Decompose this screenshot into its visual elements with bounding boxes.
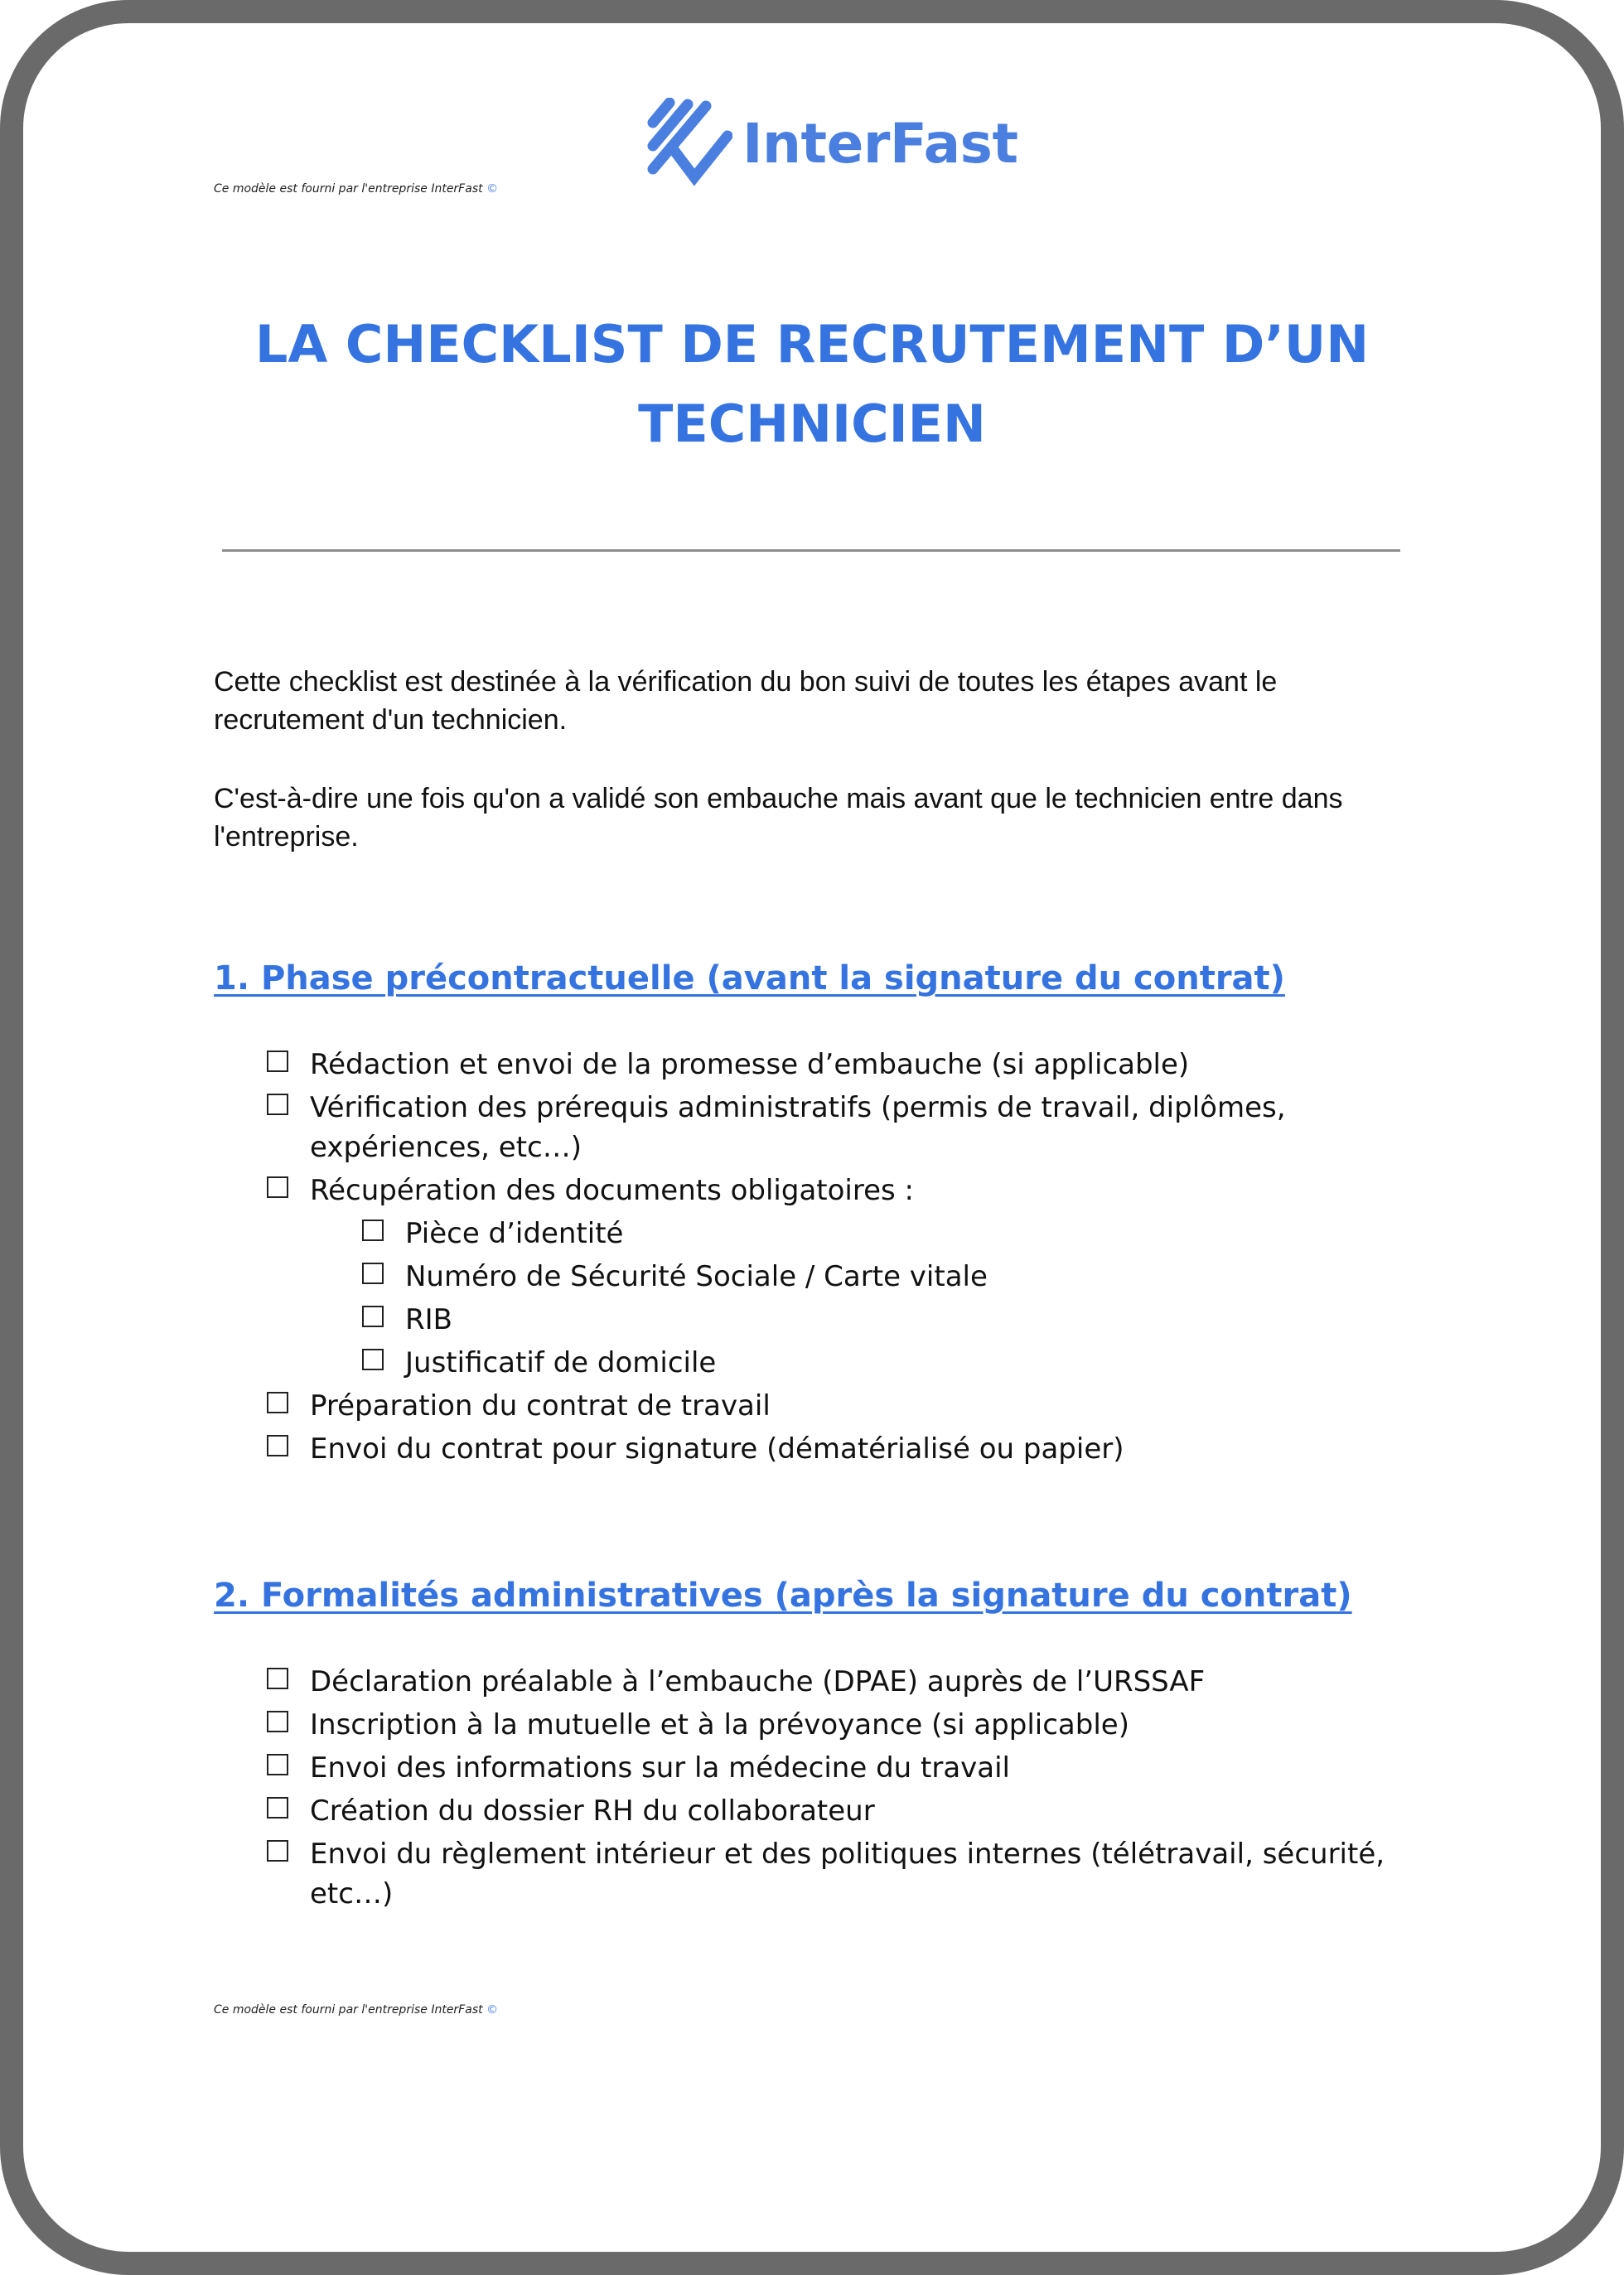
brand-name: InterFast xyxy=(742,112,1018,176)
checklist-subitem[interactable] xyxy=(0,1300,1624,1340)
checklist-item[interactable] xyxy=(0,1429,1624,1469)
checklist-item-label: Envoi des informations sur la médecine du travail xyxy=(310,1751,1011,1785)
checklist-item-label: Pièce d’identité xyxy=(405,1217,624,1250)
checklist-item-label: Envoi du règlement intérieur et des politiques internes (télétravail, sécurité, etc…) xyxy=(310,1838,1385,1910)
checklist-subitem[interactable] xyxy=(0,1343,1624,1383)
checklist-item[interactable] xyxy=(0,1748,1624,1788)
checklist-subitem[interactable] xyxy=(0,1214,1624,1253)
copyright-symbol: © xyxy=(486,2003,499,2017)
checklist-item[interactable] xyxy=(0,1386,1624,1426)
checklist-item-label: RIB xyxy=(405,1303,452,1336)
page-title xyxy=(149,305,1475,464)
title-line-1: LA CHECKLIST DE RECRUTEMENT D’UN xyxy=(254,314,1370,374)
checklist-item-label: Numéro de Sécurité Sociale / Carte vitale xyxy=(405,1260,988,1293)
checkbox[interactable] xyxy=(267,1668,288,1689)
checklist-admin xyxy=(0,1662,1624,1917)
checkbox[interactable] xyxy=(267,1797,288,1819)
checklist-item-label: Création du dossier RH du collaborateur xyxy=(310,1794,875,1828)
checkbox[interactable] xyxy=(362,1263,384,1284)
section-heading-precontract: 1. Phase précontractuelle (avant la signature du contrat) xyxy=(214,959,1285,997)
checkbox[interactable] xyxy=(267,1176,288,1198)
checklist-item[interactable] xyxy=(0,1171,1624,1210)
checkbox[interactable] xyxy=(362,1306,384,1327)
checklist-item[interactable] xyxy=(0,1791,1624,1831)
disclaimer-top xyxy=(214,182,498,196)
title-line-2: TECHNICIEN xyxy=(638,394,986,454)
checklist-item[interactable] xyxy=(0,1045,1624,1084)
disclaimer-text: Ce modèle est fourni par l'entreprise InterFast xyxy=(214,2003,483,2017)
checklist-item-label: Inscription à la mutuelle et à la prévoyance (si applicable) xyxy=(310,1708,1129,1741)
checklist-item-label: Préparation du contrat de travail xyxy=(310,1389,771,1422)
interfast-check-stripes-icon xyxy=(641,98,732,191)
checklist-precontract xyxy=(0,1045,1624,1472)
checkbox[interactable] xyxy=(267,1094,288,1115)
checklist-item-label: Récupération des documents obligatoires : xyxy=(310,1174,914,1207)
disclaimer-text: Ce modèle est fourni par l'entreprise InterFast xyxy=(214,182,483,196)
intro-paragraph-1: Cette checklist est destinée à la vérification du bon suivi de toutes les étapes avant le recrutement d'un technicien. xyxy=(214,666,1278,736)
intro-paragraph-2: C'est-à-dire une fois qu'on a validé son embauche mais avant que le technicien entre dans l'entreprise. xyxy=(214,783,1343,853)
brand-logo xyxy=(641,98,1018,191)
copyright-symbol: © xyxy=(486,182,499,196)
checklist-item[interactable] xyxy=(0,1662,1624,1702)
checklist-item[interactable] xyxy=(0,1088,1624,1167)
checklist-subitem[interactable] xyxy=(0,1257,1624,1297)
checkbox[interactable] xyxy=(267,1051,288,1072)
checkbox[interactable] xyxy=(267,1754,288,1775)
checkbox[interactable] xyxy=(362,1220,384,1241)
checklist-item-label: Déclaration préalable à l’embauche (DPAE) auprès de l’URSSAF xyxy=(310,1665,1206,1698)
checkbox[interactable] xyxy=(267,1840,288,1862)
checkbox[interactable] xyxy=(267,1435,288,1456)
checkbox[interactable] xyxy=(267,1711,288,1732)
divider xyxy=(222,549,1400,552)
disclaimer-bottom xyxy=(214,2003,498,2017)
checklist-item[interactable] xyxy=(0,1705,1624,1745)
checklist-item-label: Justificatif de domicile xyxy=(405,1346,717,1379)
checklist-item[interactable] xyxy=(0,1834,1624,1914)
checkbox[interactable] xyxy=(362,1349,384,1370)
section-heading-admin: 2. Formalités administratives (après la signature du contrat) xyxy=(214,1577,1352,1615)
checklist-item-label: Rédaction et envoi de la promesse d’embauche (si applicable) xyxy=(310,1048,1190,1081)
checklist-item-label: Envoi du contrat pour signature (dématérialisé ou papier) xyxy=(310,1432,1124,1466)
checklist-item-label: Vérification des prérequis administratifs (permis de travail, diplômes, expériences, etc…) xyxy=(310,1091,1286,1164)
checkbox[interactable] xyxy=(267,1392,288,1413)
